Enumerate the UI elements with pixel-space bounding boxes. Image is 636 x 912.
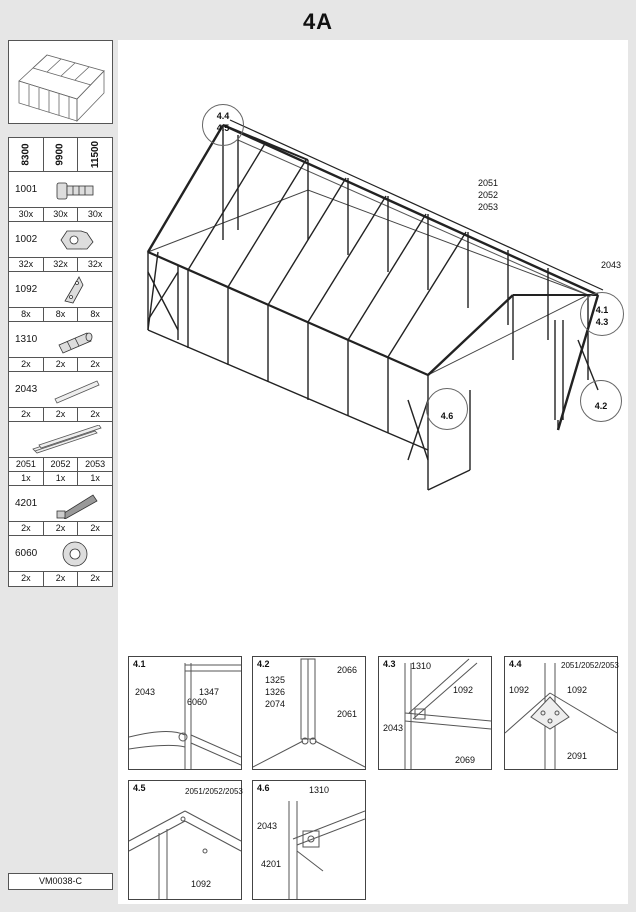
ridge-label-2051: 2051 [478, 178, 499, 188]
detail-drawing [505, 657, 617, 769]
bolt-icon [53, 175, 103, 205]
detail-label: 1325 [265, 675, 286, 685]
detail-drawing [253, 781, 365, 899]
detail-label: 6060 [187, 697, 208, 707]
qty-8300: 32x [9, 258, 44, 271]
part-number: 6060 [15, 548, 38, 559]
detail-drawing [129, 657, 241, 769]
parts-table [8, 137, 113, 587]
detail-label: 2043 [135, 687, 156, 697]
qty-8300: 2x [9, 572, 44, 586]
qty-11500: 2x [90, 523, 100, 533]
greenhouse-thumbnail-icon [9, 41, 112, 123]
detail-label: 1092 [509, 685, 530, 695]
detail-label: 1092 [191, 879, 212, 889]
detail-label: 1347 [199, 687, 220, 697]
model-9900: 9900 [55, 143, 66, 166]
qty-9900: 2x [44, 572, 79, 586]
detail-label: 2074 [265, 699, 286, 709]
callout-4-6 [426, 388, 468, 430]
part-number: 1001 [15, 184, 38, 195]
detail-label: 1326 [265, 687, 286, 697]
part-row [9, 222, 112, 258]
detail-label: 2051/2052/2053 [561, 661, 619, 670]
callout-label: 4.2 [594, 401, 608, 411]
detail-number: 4.4 [509, 659, 522, 669]
detail-number: 4.3 [383, 659, 396, 669]
part-row [9, 422, 112, 458]
qty-row [9, 572, 112, 586]
qty-9900: 1x [44, 472, 79, 485]
detail-label: 1310 [309, 785, 330, 795]
document-code: VM0038-C [8, 873, 113, 890]
qty-11500: 32x [87, 259, 103, 269]
detail-number: 4.1 [133, 659, 146, 669]
gable-label-2043: 2043 [601, 260, 622, 270]
qty-row [9, 208, 112, 222]
detail-label: 2043 [257, 821, 278, 831]
qty-8300: 8x [9, 308, 44, 321]
qty-9900: 8x [44, 308, 79, 321]
part-row [9, 536, 112, 572]
part-number: 2053 [85, 459, 106, 469]
qty-8300: 2x [9, 358, 44, 371]
qty-8300: 2x [9, 522, 44, 535]
part-number-row [9, 458, 112, 472]
detail-number: 4.6 [257, 783, 270, 793]
detail-label: 2061 [337, 709, 358, 719]
callout-4-2 [580, 380, 622, 422]
profile-icon [13, 425, 113, 455]
qty-8300: 30x [9, 208, 44, 221]
qty-9900: 2x [44, 408, 79, 421]
qty-9900: 2x [44, 358, 79, 371]
detail-label: 1092 [453, 685, 474, 695]
detail-4-6 [252, 780, 366, 900]
model-header-row [9, 138, 112, 172]
part-row [9, 372, 112, 408]
callout-4-4 [202, 104, 244, 146]
qty-row [9, 408, 112, 422]
detail-number: 4.2 [257, 659, 270, 669]
tube-icon [53, 325, 103, 355]
part-number: 2043 [15, 384, 38, 395]
qty-row [9, 258, 112, 272]
detail-label: 2066 [337, 665, 358, 675]
callout-label: 4.5 [216, 123, 230, 133]
page-title: 4A [302, 9, 334, 34]
part-number: 2051 [9, 458, 44, 471]
greenhouse-frame-drawing [118, 40, 628, 520]
detail-4-4 [504, 656, 618, 770]
part-row [9, 322, 112, 358]
callout-4-1 [580, 292, 624, 336]
detail-4-1 [128, 656, 242, 770]
washer-icon [53, 539, 103, 569]
qty-11500: 8x [90, 309, 100, 319]
spring-icon [53, 489, 103, 519]
detail-label: 1092 [567, 685, 588, 695]
qty-11500: 30x [87, 209, 103, 219]
bar-icon [53, 375, 103, 405]
nut-icon [53, 225, 103, 255]
qty-row [9, 522, 112, 536]
qty-11500: 2x [90, 409, 100, 419]
bracket-icon [53, 275, 103, 305]
qty-row [9, 358, 112, 372]
part-number: 4201 [15, 498, 38, 509]
qty-11500: 2x [90, 573, 100, 583]
detail-label: 4201 [261, 859, 282, 869]
qty-11500: 2x [90, 359, 100, 369]
detail-label: 2051/2052/2053 [185, 787, 243, 796]
part-number: 1092 [15, 284, 38, 295]
callout-label: 4.4 [216, 111, 230, 121]
qty-9900: 30x [44, 208, 79, 221]
part-row [9, 486, 112, 522]
part-row [9, 272, 112, 308]
part-number: 2052 [44, 458, 79, 471]
detail-drawing [129, 781, 241, 899]
detail-drawing [379, 657, 491, 769]
callout-label: 4.3 [595, 317, 609, 327]
callout-label: 4.6 [440, 411, 454, 421]
model-8300: 8300 [20, 143, 32, 166]
detail-label: 1310 [411, 661, 432, 671]
ridge-label-2053: 2053 [478, 202, 499, 212]
sidebar [8, 40, 113, 124]
detail-4-3 [378, 656, 492, 770]
detail-label: 2043 [383, 723, 404, 733]
detail-label: 2091 [567, 751, 588, 761]
model-11500: 11500 [89, 140, 101, 169]
detail-4-2 [252, 656, 366, 770]
detail-label: 2069 [455, 755, 476, 765]
qty-8300: 1x [9, 472, 44, 485]
main-drawing-area [118, 40, 628, 904]
qty-9900: 2x [44, 522, 79, 535]
detail-number: 4.5 [133, 783, 146, 793]
ridge-label-2052: 2052 [478, 190, 499, 200]
part-row [9, 172, 112, 208]
part-number: 1002 [15, 234, 38, 245]
qty-11500: 1x [90, 473, 100, 483]
part-number: 1310 [15, 334, 38, 345]
qty-8300: 2x [9, 408, 44, 421]
qty-row [9, 308, 112, 322]
greenhouse-thumbnail [8, 40, 113, 124]
page-header [8, 6, 628, 38]
detail-4-5 [128, 780, 242, 900]
qty-row [9, 472, 112, 486]
callout-label: 4.1 [595, 305, 609, 315]
qty-9900: 32x [44, 258, 79, 271]
